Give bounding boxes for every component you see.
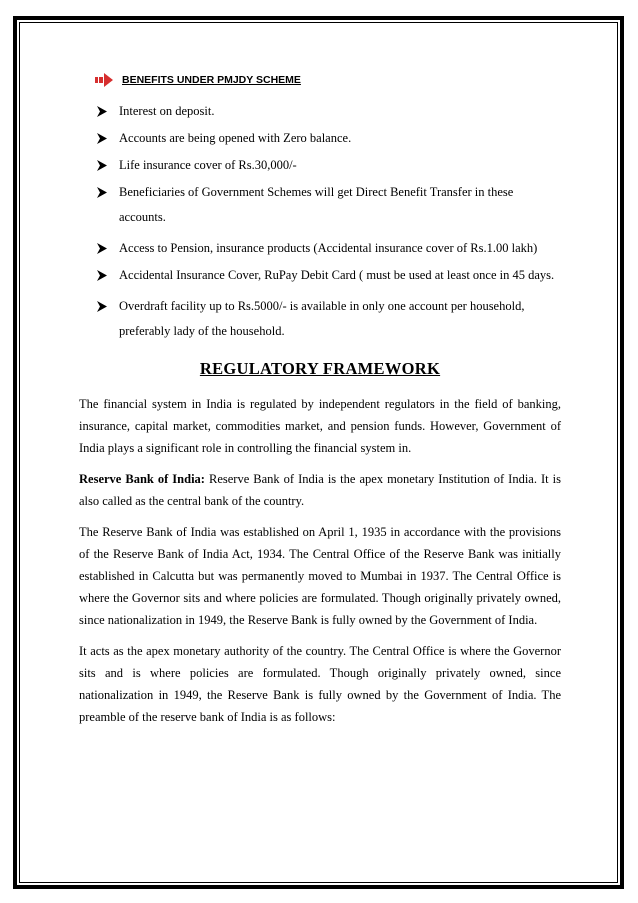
list-item bbox=[97, 294, 561, 344]
rbi-text: Reserve Bank of India is the apex monetary Institution of India. It is also called as the central bank of the country. bbox=[79, 472, 561, 508]
chevron-bullet-icon bbox=[97, 294, 108, 344]
chevron-bullet-icon bbox=[97, 236, 108, 261]
list-item-text: Overdraft facility up to Rs.5000/- is available in only one account per household, preferably lady of the household. bbox=[119, 299, 525, 338]
list-item-text: Accidental Insurance Cover, RuPay Debit Card ( must be used at least once in 45 days. bbox=[119, 268, 555, 282]
list-item-text: Life insurance cover of Rs.30,000/- bbox=[119, 158, 297, 172]
benefits-list bbox=[97, 99, 561, 344]
rbi-paragraph bbox=[79, 468, 561, 512]
list-item bbox=[97, 99, 561, 124]
benefits-heading bbox=[95, 70, 561, 90]
section-title: REGULATORY FRAMEWORK bbox=[199, 359, 441, 378]
document-body bbox=[79, 70, 561, 728]
list-item bbox=[97, 236, 561, 261]
list-item-text: Beneficiaries of Government Schemes will get Direct Benefit Transfer in these accounts. bbox=[119, 185, 514, 224]
list-item bbox=[97, 263, 561, 292]
authority-paragraph: It acts as the apex monetary authority of the country. The Central Office is where the Governor sits and is where policies are formulated. Though originally privately owned, since nationalization in 1949, the Reserve Bank is fully owned by the Government of India. The preamble of the reserve bank of India is as follows: bbox=[79, 644, 561, 724]
list-item bbox=[97, 126, 561, 151]
list-item bbox=[97, 153, 561, 178]
chevron-bullet-icon bbox=[97, 153, 108, 178]
rbi-lead: Reserve Bank of India: bbox=[79, 472, 205, 486]
chevron-bullet-icon bbox=[97, 126, 108, 151]
chevron-bullet-icon bbox=[97, 180, 108, 234]
chevron-bullet-icon bbox=[97, 99, 108, 124]
list-item bbox=[97, 180, 561, 234]
history-paragraph: The Reserve Bank of India was established on April 1, 1935 in accordance with the provisions of the Reserve Bank of India Act, 1934. The Central Office of the Reserve Bank was initially established in Calcutta but was permanently moved to Mumbai in 1937. The Central Office is where the Governor sits and where policies are formulated. Though originally privately owned, since nationalization in 1949, the Reserve Bank is fully owned by the Government of India. bbox=[79, 525, 561, 627]
arrow-right-icon bbox=[95, 73, 113, 87]
benefits-title: BENEFITS UNDER PMJDY SCHEME bbox=[122, 74, 301, 86]
intro-paragraph: The financial system in India is regulated by independent regulators in the field of banking, insurance, capital market, commodities market, and pension funds. However, Government of India plays a significant role in controlling the financial system in. bbox=[79, 397, 561, 455]
list-item-text: Access to Pension, insurance products (Accidental insurance cover of Rs.1.00 lakh) bbox=[119, 241, 538, 255]
list-item-text: Interest on deposit. bbox=[119, 104, 215, 118]
list-item-text: Accounts are being opened with Zero balance. bbox=[119, 131, 352, 145]
chevron-bullet-icon bbox=[97, 263, 108, 292]
